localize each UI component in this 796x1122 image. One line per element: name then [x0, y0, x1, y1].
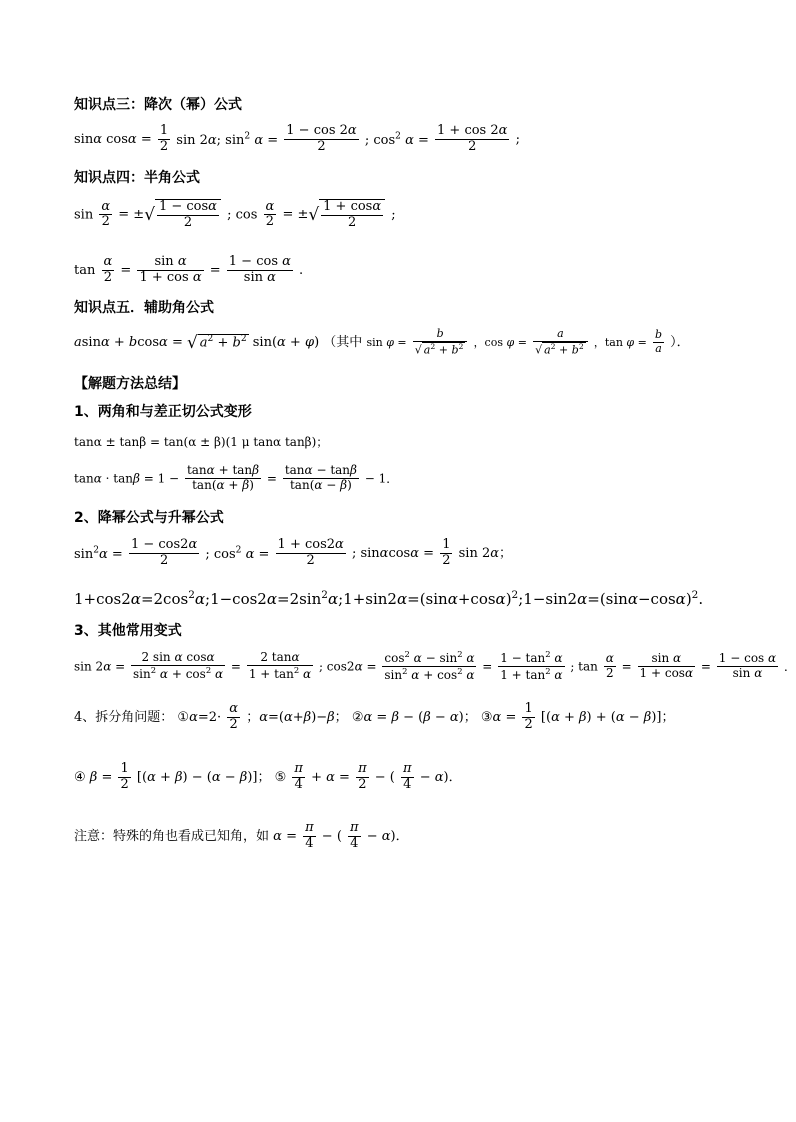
heading-other-variants: 3、其他常用变式: [74, 623, 182, 639]
circled-5: ⑤: [274, 769, 287, 785]
circled-4: ④: [74, 769, 86, 785]
heading-half-angle: 知识点四：半角公式: [74, 170, 200, 186]
heading-auxiliary-angle: 知识点五．辅助角公式: [74, 300, 214, 316]
formula-angle-split-continued: ④ β = $\frac{1}{2}$ [(α + β) − (α − β)]； ⑤ $\frac{\pi}{4}$ + α = $\frac{\pi}{2}$ − ( $\frac{\pi}{4}$ − α)．: [74, 761, 462, 792]
aux-note-open: （其中: [323, 334, 363, 350]
heading-tan-sum-transform: 1、两角和与差正切公式变形: [74, 404, 252, 420]
note-text: 注意：特殊的角也看成已知角，如: [74, 828, 270, 844]
formula-tan-sum-rule: tanα ± tanβ = tan(α ± β)(1 μ tanα tanβ)；: [74, 435, 329, 449]
heading-power-formulas: 2、降幂公式与升幂公式: [74, 510, 224, 526]
note-special-angle: 注意：特殊的角也看成已知角，如 α = $\frac{\pi}{4}$ − ( $\frac{\pi}{4}$ − α)．: [74, 820, 409, 851]
circled-3: ③: [480, 709, 493, 725]
formula-power-reduce: $\sin^2\alpha$ = $\frac{1 - \cos 2\alpha}{2}$ ; $\cos^2 \alpha$ = $\frac{1 + \cos 2\alpha}{2}$ ; sinαcosα = $\frac{1}{2}$ sin 2α；: [74, 537, 513, 568]
circled-1: ①: [177, 709, 190, 725]
heading-summary: 【解题方法总结】: [74, 376, 186, 392]
aux-note-close: ）．: [670, 334, 690, 350]
formula-auxiliary-angle: asinα + bcosα = √ $a^2 + b^2$ sin(α + φ) （其中 sin φ = $\frac{b}{√ a^2 + b^2}$ ，cos φ = $\frac{a}{√ a^2 + b^2}$ ，tan φ = $\frac{b}{a}$ ）．: [74, 327, 690, 357]
formula-double-angle-variants: sin 2α = $\frac{\text{2 sin α cosα}}{\sin^2 \alpha + \cos^2 \alpha}$ = $\frac{2 \tan\alpha}{1 + \tan^2 \alpha}$ ; cos2α = $\frac{\cos^2 \alpha - \sin^2 \alpha}{\sin^2 \alpha + \cos^2 \alpha}$ = $\frac{1 - \tan^2 \alpha}{1 + \tan^2 \alpha}$ ; tan $\frac{\alpha}{2}$ = $\frac{\text{sin α}}{1 + \cos\alpha}$ = $\frac{\text{1 − cos α}}{\text{sin α}}$ ．: [74, 649, 796, 682]
angle-split-label: 4、拆分角问题：: [74, 709, 174, 725]
formula-tan-product: tanα · tanβ = 1 − $\frac{\tan\alpha + \tan\beta}{\tan(\alpha + \beta)}$ = $\frac{\tan\alpha - \tan\beta}{\tan(\alpha - \beta)}$ − 1．: [74, 463, 399, 492]
formula-half-angle-tan: tan $\frac{\alpha}{2}$ = $\frac{\text{sin α}}{\text{1 + cos α}}$ = $\frac{\text{1 − cos α}}{\text{sin α}}$ .: [74, 254, 304, 285]
formula-power-reduction: sinα cosα = $\frac{1}{2}$ sin 2α; $\sin^2 \alpha$ = $\frac{1 - \cos 2\alpha}{2}$ ; $\cos^2 \alpha$ = $\frac{1 + \cos 2\alpha}{2}$ ;: [74, 123, 520, 154]
formula-power-raise: $1+\cos 2\alpha=2\cos^2\alpha;1-\cos 2\alpha=2\sin^2\alpha;1+\sin 2\alpha=(\sin\alpha+\cos\alpha)^2;1-\sin 2\alpha=(\sin\alpha-\cos\alpha)^2$.: [74, 589, 704, 608]
circled-2: ②: [351, 709, 364, 725]
heading-power-reduction: 知识点三：降次（幂）公式: [74, 97, 242, 113]
formula-angle-split: 4、拆分角问题： ①α=2· $\frac{\alpha}{2}$ ；α=(α+β)−β； ②α = β − (β − α)； ③α = $\frac{1}{2}$ [(α + β) + (α − β)]；: [74, 701, 675, 732]
formula-half-angle-sin-cos: sin $\frac{\alpha}{2}$ = ±√ $\frac{1 - \cos\alpha}{2}$ ; cos $\frac{\alpha}{2}$ = ±√ $\frac{1 + \cos\alpha}{2}$ ;: [74, 198, 396, 230]
